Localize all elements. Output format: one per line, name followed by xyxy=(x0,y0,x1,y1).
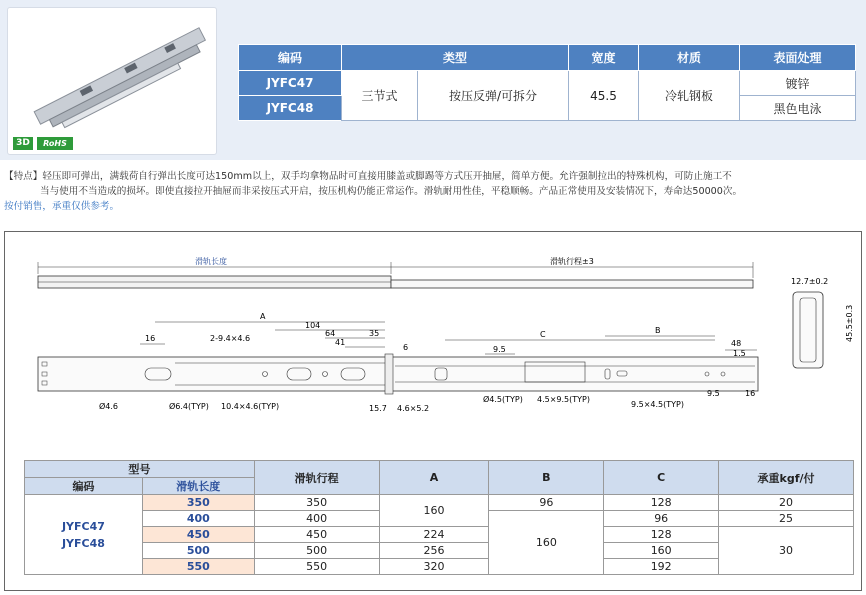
slide-middle-rail xyxy=(49,45,200,127)
label-dim-64: 64 xyxy=(325,329,336,338)
dims-length: 550 xyxy=(142,559,254,575)
label-dim-16b: 16 xyxy=(745,389,756,398)
dims-header-model: 型号 xyxy=(25,461,255,478)
spec-header-width: 宽度 xyxy=(569,45,639,71)
spec-code-2: JYFC48 xyxy=(239,96,342,121)
label-phi-6-4: Ø6.4(TYP) xyxy=(169,402,209,411)
dims-header-c: C xyxy=(604,461,719,495)
front-stop xyxy=(385,354,393,394)
label-dim-1-5: 1.5 xyxy=(733,349,746,358)
label-dim-a: A xyxy=(260,312,266,321)
label-slot-4-6x5-2: 4.6×5.2 xyxy=(397,404,430,413)
label-dim-16: 16 xyxy=(145,334,156,343)
dims-a: 224 xyxy=(379,527,489,543)
dims-length: 450 xyxy=(142,527,254,543)
label-dim-41: 41 xyxy=(335,338,346,347)
spec-header-type: 类型 xyxy=(342,45,569,71)
dims-c: 128 xyxy=(604,495,719,511)
dims-header-length: 滑轨长度 xyxy=(142,478,254,495)
dims-c: 128 xyxy=(604,527,719,543)
dims-length: 350 xyxy=(142,495,254,511)
dims-a: 256 xyxy=(379,543,489,559)
label-slot-4-5: 4.5×9.5(TYP) xyxy=(537,395,590,404)
label-phi-4-6: Ø4.6 xyxy=(99,402,119,411)
badge-rohs: RoHS xyxy=(37,137,73,150)
label-dim-15-7: 15.7 xyxy=(369,404,387,413)
label-h45-5: 45.5±0.3 xyxy=(845,304,854,342)
spec-type-sections: 三节式 xyxy=(342,71,418,121)
label-dim-104: 104 xyxy=(305,321,321,330)
dims-code-2: JYFC48 xyxy=(61,536,105,550)
spec-type-mechanism: 按压反弹/可拆分 xyxy=(418,71,569,121)
dims-header-a: A xyxy=(379,461,489,495)
dims-travel: 350 xyxy=(254,495,379,511)
dims-b: 160 xyxy=(489,511,604,575)
dims-a: 160 xyxy=(379,495,489,527)
spec-table xyxy=(238,44,856,121)
spec-header-material: 材质 xyxy=(639,45,740,71)
dims-b: 96 xyxy=(489,495,604,511)
dims-c: 96 xyxy=(604,511,719,527)
table-row xyxy=(25,495,854,511)
dims-a: 320 xyxy=(379,559,489,575)
dims-header-travel: 滑轨行程 xyxy=(254,461,379,495)
label-dim-9-5a: 9.5 xyxy=(493,345,506,354)
dims-length: 400 xyxy=(142,511,254,527)
label-rail-length: 滑轨长度 xyxy=(195,257,227,266)
feature-notes xyxy=(4,169,862,214)
dims-header-load: 承重kgf/付 xyxy=(719,461,854,495)
dims-model-codes xyxy=(25,495,143,575)
dimensions-table xyxy=(24,460,854,575)
dims-load: 20 xyxy=(719,495,854,511)
spec-surface-1: 镀锌 xyxy=(740,71,856,96)
slide-outer-rail xyxy=(34,28,205,124)
dims-header-b: B xyxy=(489,461,604,495)
product-photo xyxy=(7,7,217,155)
label-dim-35: 35 xyxy=(369,329,380,338)
profile-section xyxy=(793,292,823,368)
notes-line-3: 按付销售，承重仅供参考。 xyxy=(4,201,120,212)
notes-line-2: 当与使用不当造成的损坏。即使直接拉开抽屉而非采按压式开启，按压机构仍能正常运作。滑轨耐用性佳，平稳顺畅。产品正常使用及安装情况下，寿命达50000次。 xyxy=(40,186,743,197)
dims-travel: 400 xyxy=(254,511,379,527)
dims-travel: 550 xyxy=(254,559,379,575)
label-phi-4-5: Ø4.5(TYP) xyxy=(483,395,523,404)
front-rail xyxy=(38,357,758,391)
dims-header-code: 编码 xyxy=(25,478,143,495)
technical-drawing-box xyxy=(4,231,862,591)
drawer-slide-image xyxy=(8,8,218,156)
label-w12-7: 12.7±0.2 xyxy=(791,277,829,286)
spec-code-1: JYFC47 xyxy=(239,71,342,96)
label-slot-10-4: 10.4×4.6(TYP) xyxy=(221,402,280,411)
spec-surface-2: 黑色电泳 xyxy=(740,96,856,121)
label-dim-c: C xyxy=(540,330,546,339)
spec-header-surface: 表面处理 xyxy=(740,45,856,71)
dims-length: 500 xyxy=(142,543,254,559)
dims-code-1: JYFC47 xyxy=(61,519,105,533)
badge-3d: 3D xyxy=(13,137,33,150)
spec-header-code: 编码 xyxy=(239,45,342,71)
spec-width: 45.5 xyxy=(569,71,639,121)
dims-travel: 500 xyxy=(254,543,379,559)
table-row xyxy=(25,527,854,543)
top-rail-extension xyxy=(391,280,753,288)
dims-load: 25 xyxy=(719,511,854,527)
notes-line-1: 【特点】轻压即可弹出，满载荷自行弹出长度可达150mm以上，双手均拿物品时可直接用膝盖或脚踢等方式压开抽屉，简单方便。允许强制拉出的特殊机构，可防止施工不 xyxy=(4,171,732,182)
dims-c: 192 xyxy=(604,559,719,575)
label-dim-6: 6 xyxy=(403,343,409,352)
spec-material: 冷轧钢板 xyxy=(639,71,740,121)
dims-c: 160 xyxy=(604,543,719,559)
label-slot-9-5: 9.5×4.5(TYP) xyxy=(631,400,684,409)
label-dim-9-5b: 9.5 xyxy=(707,389,720,398)
technical-drawing xyxy=(5,232,863,457)
dims-load: 30 xyxy=(719,527,854,575)
label-dim-48: 48 xyxy=(731,339,742,348)
label-holes-2-9-4: 2-9.4×4.6 xyxy=(210,334,251,343)
dims-travel: 450 xyxy=(254,527,379,543)
label-dim-b: B xyxy=(655,326,661,335)
label-rail-travel: 滑轨行程±3 xyxy=(550,257,594,266)
